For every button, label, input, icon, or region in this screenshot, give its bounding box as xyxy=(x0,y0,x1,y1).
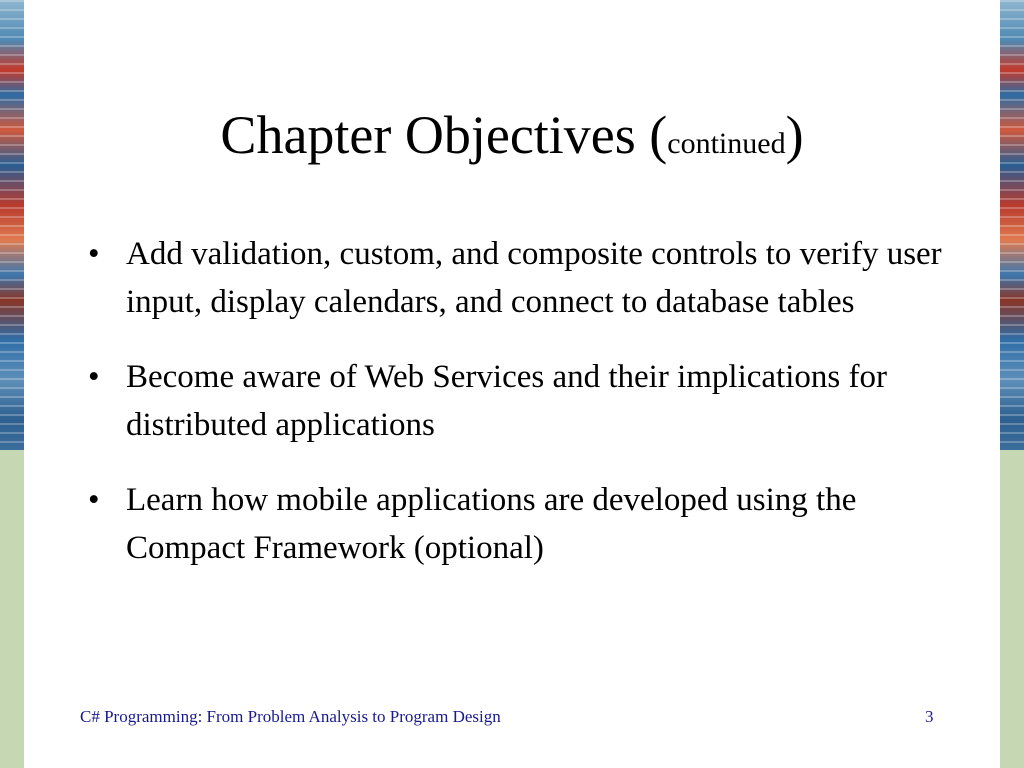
bullet-item xyxy=(88,353,948,449)
slide-title xyxy=(0,100,1024,179)
title-close: ) xyxy=(785,105,804,165)
left-strip-base xyxy=(0,450,24,768)
footer-course-title: C# Programming: From Problem Analysis to Program Design xyxy=(80,707,501,726)
bullet-text: Add validation, custom, and composite controls to verify user input, display calendars, and connect to database tables xyxy=(126,236,942,320)
footer-page-number: 3 xyxy=(925,707,934,726)
bullet-item xyxy=(88,230,948,326)
right-strip-photo xyxy=(1000,0,1024,450)
title-main: Chapter Objectives ( xyxy=(220,105,668,165)
right-strip-base xyxy=(1000,450,1024,768)
bullet-marker: • xyxy=(88,482,100,518)
title-continued: continued xyxy=(667,127,786,160)
left-strip-photo xyxy=(0,0,24,450)
bullet-text: Learn how mobile applications are developed using the Compact Framework (optional) xyxy=(126,482,857,566)
bullet-marker: • xyxy=(88,359,100,395)
bullet-text: Become aware of Web Services and their implications for distributed applications xyxy=(126,359,887,443)
bullet-marker: • xyxy=(88,236,100,272)
bullet-list xyxy=(88,230,948,599)
bullet-item xyxy=(88,476,948,572)
